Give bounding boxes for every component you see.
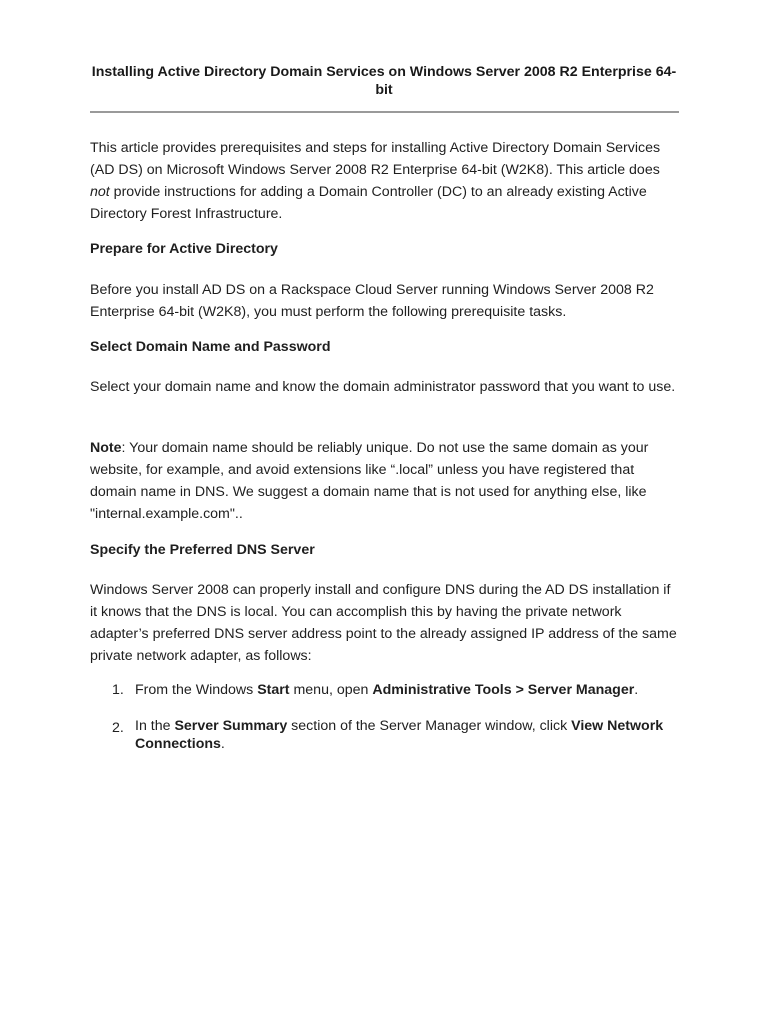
intro-text-start: This article provides prerequisites and steps for installing Active Directory Domain Services (AD DS) on Microsoft Windows Server 2008 R2 Enterprise 64-bit (W2K8). This article does bbox=[90, 140, 661, 178]
step-bold-part: View Network Connections bbox=[135, 718, 664, 752]
step-bold-part: Server Summary bbox=[174, 718, 288, 734]
step-text-part: section of the Server Manager window, click bbox=[287, 718, 572, 734]
heading-dns: Specify the Preferred DNS Server bbox=[90, 542, 315, 558]
intro-text-end: provide instructions for adding a Domain Controller (DC) to an already existing Active Directory Forest Infrastructure. bbox=[90, 184, 647, 222]
step-text-part: menu, open bbox=[289, 682, 373, 698]
list-item-number: 1. bbox=[112, 682, 124, 698]
step-text-part: From the Windows bbox=[135, 682, 258, 698]
prepare-paragraph: Before you install AD DS on a Rackspace Cloud Server running Windows Server 2008 R2 Enterprise 64-bit (W2K8), you must perform the following prerequisite tasks. bbox=[90, 282, 654, 320]
step-text-part: . bbox=[220, 736, 225, 752]
heading-domain: Select Domain Name and Password bbox=[90, 339, 331, 355]
list-item-text bbox=[135, 679, 680, 701]
domain-paragraph: Select your domain name and know the domain administrator password that you want to use. bbox=[90, 379, 676, 395]
list-item-number: 2. bbox=[112, 720, 124, 736]
note-label: Note bbox=[90, 440, 122, 456]
intro-paragraph bbox=[90, 137, 680, 225]
step-text-part: In the bbox=[135, 718, 175, 734]
document-title: Installing Active Directory Domain Services on Windows Server 2008 R2 Enterprise 64-bit bbox=[91, 64, 677, 98]
step-bold-part: Start bbox=[257, 682, 290, 698]
note-text: : Your domain name should be reliably unique. Do not use the same domain as your website, for example, and avoid extensions like “.local” unless you have registered that domain name in DNS. We suggest a domain name that is not used for anything else, like "internal.example.com".. bbox=[90, 440, 649, 522]
step-text-part: . bbox=[634, 682, 639, 698]
dns-paragraph: Windows Server 2008 can properly install and configure DNS during the AD DS installation if it knows that the DNS is local. You can accomplish this by having the private network adapter’s preferred DNS server address point to the already assigned IP address of the same private network adapter, as follows: bbox=[90, 582, 677, 664]
note-paragraph bbox=[90, 437, 680, 525]
list-item-text bbox=[135, 717, 680, 753]
heading-prepare: Prepare for Active Directory bbox=[90, 241, 278, 257]
intro-emphasis: not bbox=[90, 184, 110, 200]
title-divider bbox=[90, 111, 679, 113]
step-bold-part: Administrative Tools > Server Manager bbox=[372, 682, 635, 698]
